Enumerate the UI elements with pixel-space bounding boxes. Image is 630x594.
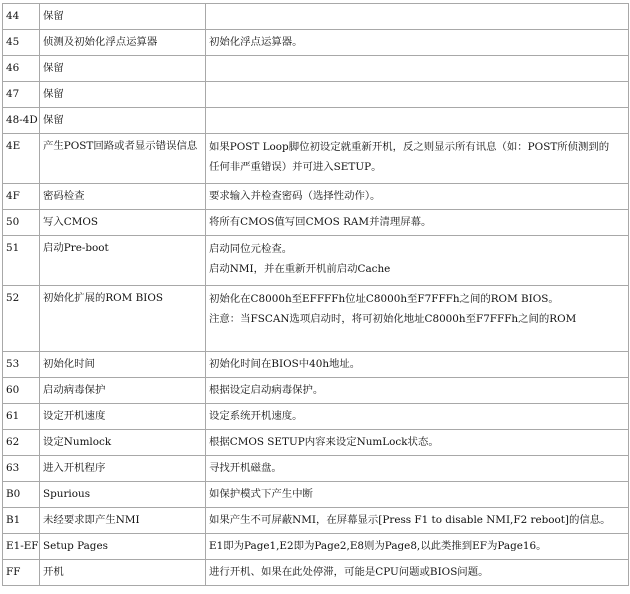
name-cell: 设定Numlock [40, 430, 206, 456]
code-cell: 62 [3, 430, 40, 456]
name-cell: 初始化时间 [40, 352, 206, 378]
code-cell: 47 [3, 82, 40, 108]
table-row [3, 286, 629, 352]
code-cell: 63 [3, 456, 40, 482]
code-cell: E1-EF [3, 534, 40, 560]
code-cell: 48-4D [3, 108, 40, 134]
name-cell: 产生POST回路或者显示错误信息 [40, 134, 206, 184]
desc-cell: 将所有CMOS值写回CMOS RAM并清理屏幕。 [206, 210, 629, 236]
code-cell: 60 [3, 378, 40, 404]
table-row [3, 534, 629, 560]
name-cell: 保留 [40, 4, 206, 30]
name-cell: 未经要求即产生NMI [40, 508, 206, 534]
desc-cell: 要求输入并检查密码（选择性动作）。 [206, 184, 629, 210]
code-cell: 61 [3, 404, 40, 430]
desc-cell: 进行开机、如果在此处停滞，可能是CPU问题或BIOS问题。 [206, 560, 629, 586]
name-cell: 密码检查 [40, 184, 206, 210]
desc-cell: 寻找开机磁盘。 [206, 456, 629, 482]
table-row [3, 56, 629, 82]
table-row [3, 210, 629, 236]
table-row [3, 134, 629, 184]
table-row [3, 456, 629, 482]
name-cell: 启动病毒保护 [40, 378, 206, 404]
code-cell: B0 [3, 482, 40, 508]
desc-cell: 根据CMOS SETUP内容来设定NumLock状态。 [206, 430, 629, 456]
desc-cell: 根据设定启动病毒保护。 [206, 378, 629, 404]
table-row [3, 560, 629, 586]
desc-cell: 初始化时间在BIOS中40h地址。 [206, 352, 629, 378]
code-cell: 50 [3, 210, 40, 236]
table-row [3, 184, 629, 210]
name-cell: 初始化扩展的ROM BIOS [40, 286, 206, 352]
code-cell: 45 [3, 30, 40, 56]
table-row [3, 82, 629, 108]
code-cell: 52 [3, 286, 40, 352]
table-row [3, 378, 629, 404]
code-cell: 4F [3, 184, 40, 210]
name-cell: 进入开机程序 [40, 456, 206, 482]
desc-line: 注意：当FSCAN选项启动时，将可初始化地址C8000h至F7FFFh之间的ROM [209, 313, 577, 325]
table-row [3, 30, 629, 56]
desc-cell [206, 4, 629, 30]
table-row [3, 4, 629, 30]
code-cell: 4E [3, 134, 40, 184]
table-row [3, 352, 629, 378]
desc-cell: 设定系统开机速度。 [206, 404, 629, 430]
desc-cell [206, 56, 629, 82]
desc-line: 启动NMI，并在重新开机前启动Cache [209, 263, 391, 275]
desc-line: 任何非严重错误）并可进入SETUP。 [209, 161, 382, 173]
desc-line: 初始化在C8000h至EFFFFh位址C8000h至F7FFFh之间的ROM BIOS。 [209, 293, 559, 305]
name-cell: 侦测及初始化浮点运算器 [40, 30, 206, 56]
name-cell: Setup Pages [40, 534, 206, 560]
desc-cell: 如保护模式下产生中断 [206, 482, 629, 508]
name-cell: 写入CMOS [40, 210, 206, 236]
name-cell: 开机 [40, 560, 206, 586]
table-row [3, 430, 629, 456]
name-cell: Spurious [40, 482, 206, 508]
desc-cell [206, 82, 629, 108]
code-cell: 46 [3, 56, 40, 82]
desc-cell [206, 236, 629, 286]
table-row [3, 108, 629, 134]
desc-line: 启动同位元检查。 [209, 243, 293, 255]
post-code-table [2, 3, 629, 586]
table-row [3, 404, 629, 430]
name-cell: 启动Pre-boot [40, 236, 206, 286]
name-cell: 保留 [40, 82, 206, 108]
code-cell: 44 [3, 4, 40, 30]
table-row [3, 236, 629, 286]
code-cell: B1 [3, 508, 40, 534]
table-row [3, 508, 629, 534]
code-cell: FF [3, 560, 40, 586]
desc-cell: E1即为Page1,E2即为Page2,E8则为Page8,以此类推到EF为Page16。 [206, 534, 629, 560]
desc-cell [206, 108, 629, 134]
name-cell: 设定开机速度 [40, 404, 206, 430]
name-cell: 保留 [40, 108, 206, 134]
desc-cell: 初始化浮点运算器。 [206, 30, 629, 56]
desc-cell [206, 134, 629, 184]
name-cell: 保留 [40, 56, 206, 82]
desc-line: 如果POST Loop脚位初设定就重新开机，反之则显示所有讯息（如：POST所侦测到的 [209, 141, 610, 153]
desc-cell [206, 286, 629, 352]
table-row [3, 482, 629, 508]
desc-cell: 如果产生不可屏蔽NMI，在屏幕显示[Press F1 to disable NMI,F2 reboot]的信息。 [206, 508, 629, 534]
code-cell: 51 [3, 236, 40, 286]
code-cell: 53 [3, 352, 40, 378]
